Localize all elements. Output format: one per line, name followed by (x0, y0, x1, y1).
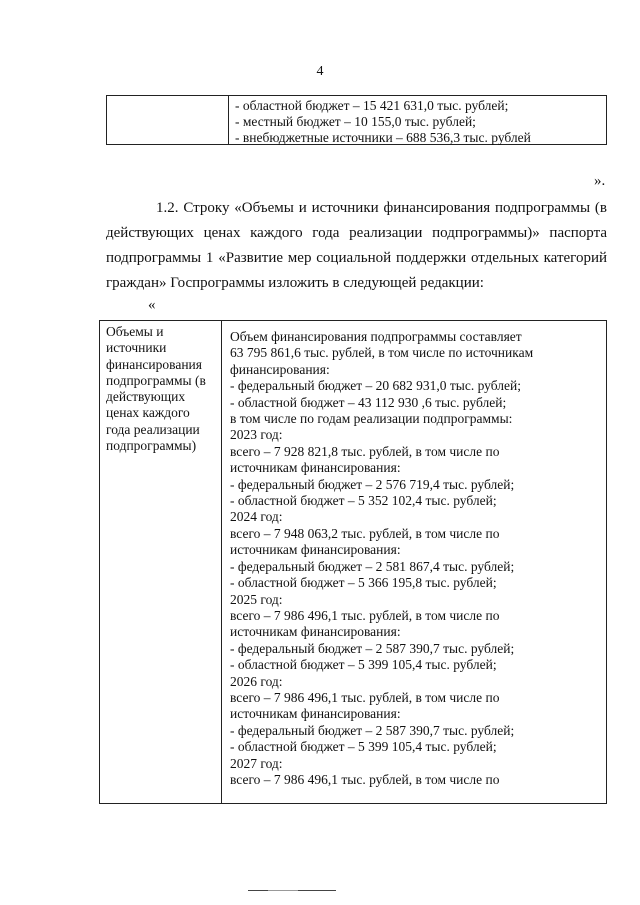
value-line: - областной бюджет – 43 112 930 ,6 тыс. рублей; (230, 394, 507, 410)
value-line: - федеральный бюджет – 2 581 867,4 тыс. рублей; (230, 558, 515, 574)
value-line: - федеральный бюджет – 2 576 719,4 тыс. рублей; (230, 476, 515, 492)
paragraph-line: действующих ценах каждого года реализации подпрограммы)» паспорта (106, 225, 607, 241)
funding-table (99, 320, 607, 804)
label-line: Объемы и (106, 324, 164, 339)
value-line: всего – 7 986 496,1 тыс. рублей, в том числе по (230, 771, 500, 787)
opening-quote: « (148, 297, 156, 313)
closing-quote: ». (594, 173, 606, 189)
value-line: 2023 год: (230, 427, 283, 443)
label-line: ценах каждого (106, 405, 190, 421)
continuation-table (106, 95, 607, 145)
value-line: - федеральный бюджет – 20 682 931,0 тыс. рублей; (230, 378, 521, 394)
continuation-table-label-cell (107, 96, 229, 144)
value-line: источникам финансирования: (230, 706, 401, 722)
value-line: 2026 год: (230, 673, 283, 689)
value-line: источникам финансирования: (230, 460, 401, 476)
funding-table-label-cell (100, 321, 222, 803)
page-number: 4 (316, 64, 324, 79)
value-line: 2024 год: (230, 509, 283, 525)
value-line: 2025 год: (230, 591, 283, 607)
funding-table-value-cell (230, 329, 602, 788)
value-line: - федеральный бюджет – 2 587 390,7 тыс. рублей; (230, 722, 515, 738)
value-line: - областной бюджет – 5 366 195,8 тыс. рублей; (230, 575, 497, 591)
value-line: 2027 год: (230, 755, 283, 771)
label-line: финансирования (106, 356, 202, 372)
label-line: источники (106, 340, 167, 356)
value-line: источникам финансирования: (230, 542, 401, 558)
value-line: - областной бюджет – 5 399 105,4 тыс. рублей; (230, 739, 497, 755)
footer-rule-shadow (268, 890, 298, 891)
value-line: - федеральный бюджет – 2 587 390,7 тыс. рублей; (230, 640, 515, 656)
label-line: подпрограммы) (106, 438, 197, 454)
amendment-paragraph (106, 196, 607, 296)
budget-line-extrabudgetary: - внебюджетные источники – 688 536,3 тыс. рублей (235, 130, 531, 145)
label-line: подпрограммы (в (106, 372, 206, 388)
value-line: финансирования: (230, 361, 330, 377)
value-line: всего – 7 986 496,1 тыс. рублей, в том числе по (230, 607, 500, 623)
value-line: всего – 7 928 821,8 тыс. рублей, в том числе по (230, 443, 500, 459)
budget-line-local: - местный бюджет – 10 155,0 тыс. рублей; (235, 114, 476, 129)
value-line: источникам финансирования: (230, 624, 401, 640)
value-line: Объем финансирования подпрограммы составляет (230, 329, 522, 344)
value-line: 63 795 861,6 тыс. рублей, в том числе по источникам (230, 345, 534, 361)
paragraph-line: подпрограммы 1 «Развитие мер социальной поддержки отдельных категорий (106, 250, 607, 266)
value-line: - областной бюджет – 5 352 102,4 тыс. рублей; (230, 493, 497, 509)
label-line: действующих (106, 389, 186, 405)
paragraph-line: граждан» Госпрограммы изложить в следующей редакции: (106, 275, 484, 291)
value-line: всего – 7 948 063,2 тыс. рублей, в том числе по (230, 525, 500, 541)
label-line: года реализации (106, 421, 200, 437)
value-line: - областной бюджет – 5 399 105,4 тыс. рублей; (230, 657, 497, 673)
continuation-table-value-cell (235, 98, 602, 146)
paragraph-line: 1.2. Строку «Объемы и источники финансирования подпрограммы (в (156, 200, 607, 216)
budget-line-regional: - областной бюджет – 15 421 631,0 тыс. рублей; (235, 98, 509, 113)
value-line: в том числе по годам реализации подпрограммы: (230, 411, 513, 427)
value-line: всего – 7 986 496,1 тыс. рублей, в том числе по (230, 689, 500, 705)
